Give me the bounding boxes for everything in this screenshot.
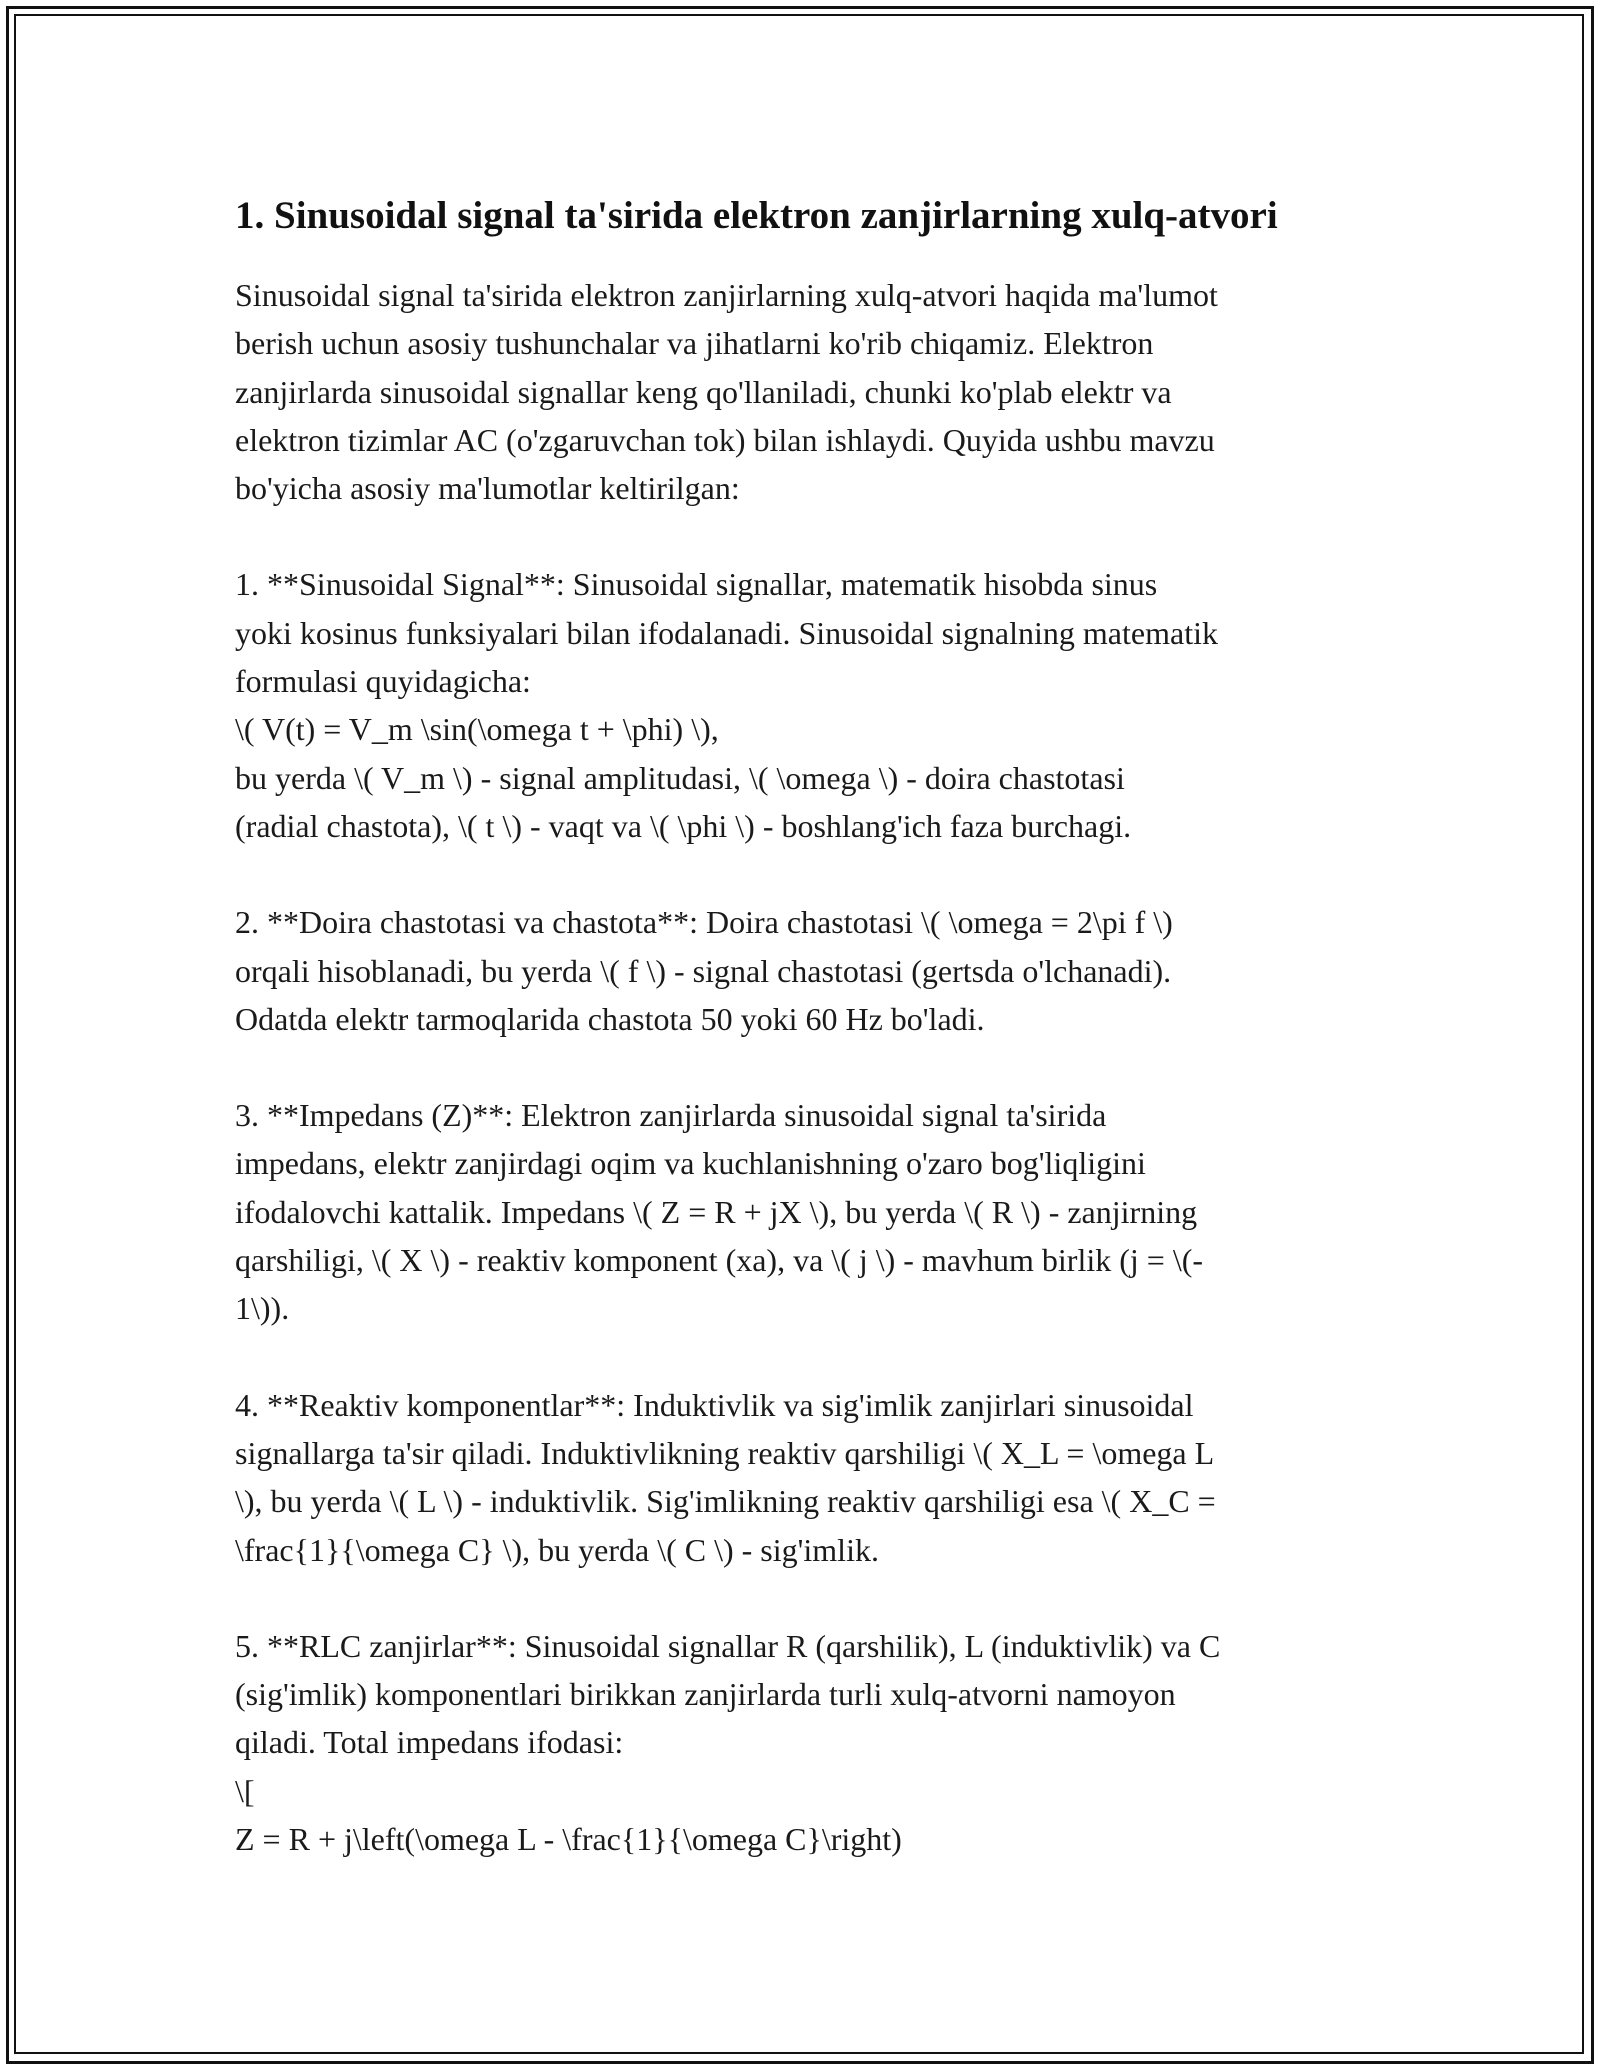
- section-reactive-components: 4. **Reaktiv komponentlar**: Induktivlik va sig'imlik zanjirlari sinusoidal signallarga ta'sir qiladi. Induktivlikning reaktiv qarshiligi \( X_L = \omega L \), bu yerda \( L \) - induktivlik. Sig'imlikning reaktiv qarshiligi esa \( X_C = \frac{1}{\omega C} \), bu yerda \( C \) - sig'imlik.: [235, 1386, 1216, 1568]
- section-rlc-circuits: 5. **RLC zanjirlar**: Sinusoidal signallar R (qarshilik), L (induktivlik) va C (sig'imlik) komponentlari birikkan zanjirlarda turli xulq-atvorni namoyon qiladi. Total impedans ifodasi: \[ Z = R + j\left(\omega L - \frac{1}{\omega C}\right): [235, 1627, 1221, 1858]
- section-impedance: 3. **Impedans (Z)**: Elektron zanjirlarda sinusoidal signal ta'sirida impedans, elektr zanjirdagi oqim va kuchlanishning o'zaro bog'liqligini ifodalovchi kattalik. Impedans \( Z = R + jX \), bu yerda \( R \) - zanjirning qarshiligi, \( X \) - reaktiv komponent (xa), va \( j \) - mavhum birlik (j = \(- 1\)).: [235, 1097, 1204, 1327]
- section-sinusoidal-signal: 1. **Sinusoidal Signal**: Sinusoidal signallar, matematik hisobda sinus yoki kosinus funksiyalari bilan ifodalanadi. Sinusoidal signalning matematik formulasi quyidagicha: \( V(t) = V_m \sin(\omega t + \phi) \), bu yerda \( V_m \) - signal amplitudasi, \( \omega \) - doira chastotasi (radial chastota), \( t \) - vaqt va \( \phi \) - boshlang'ich faza burchagi.: [235, 566, 1218, 844]
- document-body: [235, 190, 1375, 1911]
- document-title: 1. Sinusoidal signal ta'sirida elektron zanjirlarning xulq-atvori: [235, 194, 1278, 237]
- intro-paragraph: Sinusoidal signal ta'sirida elektron zanjirlarning xulq-atvori haqida ma'lumot berish uchun asosiy tushunchalar va jihatlarni ko'rib chiqamiz. Elektron zanjirlarda sinusoidal signallar keng qo'llaniladi, chunki ko'plab elektr va elektron tizimlar AC (o'zgaruvchan tok) bilan ishlaydi. Quyida ushbu mavzu bo'yicha asosiy ma'lumotlar keltirilgan:: [235, 277, 1218, 507]
- section-angular-frequency: 2. **Doira chastotasi va chastota**: Doira chastotasi \( \omega = 2\pi f \) orqali hisoblanadi, bu yerda \( f \) - signal chastotasi (gertsda o'lchanadi). Odatda elektr tarmoqlarida chastota 50 yoki 60 Hz bo'ladi.: [235, 904, 1173, 1037]
